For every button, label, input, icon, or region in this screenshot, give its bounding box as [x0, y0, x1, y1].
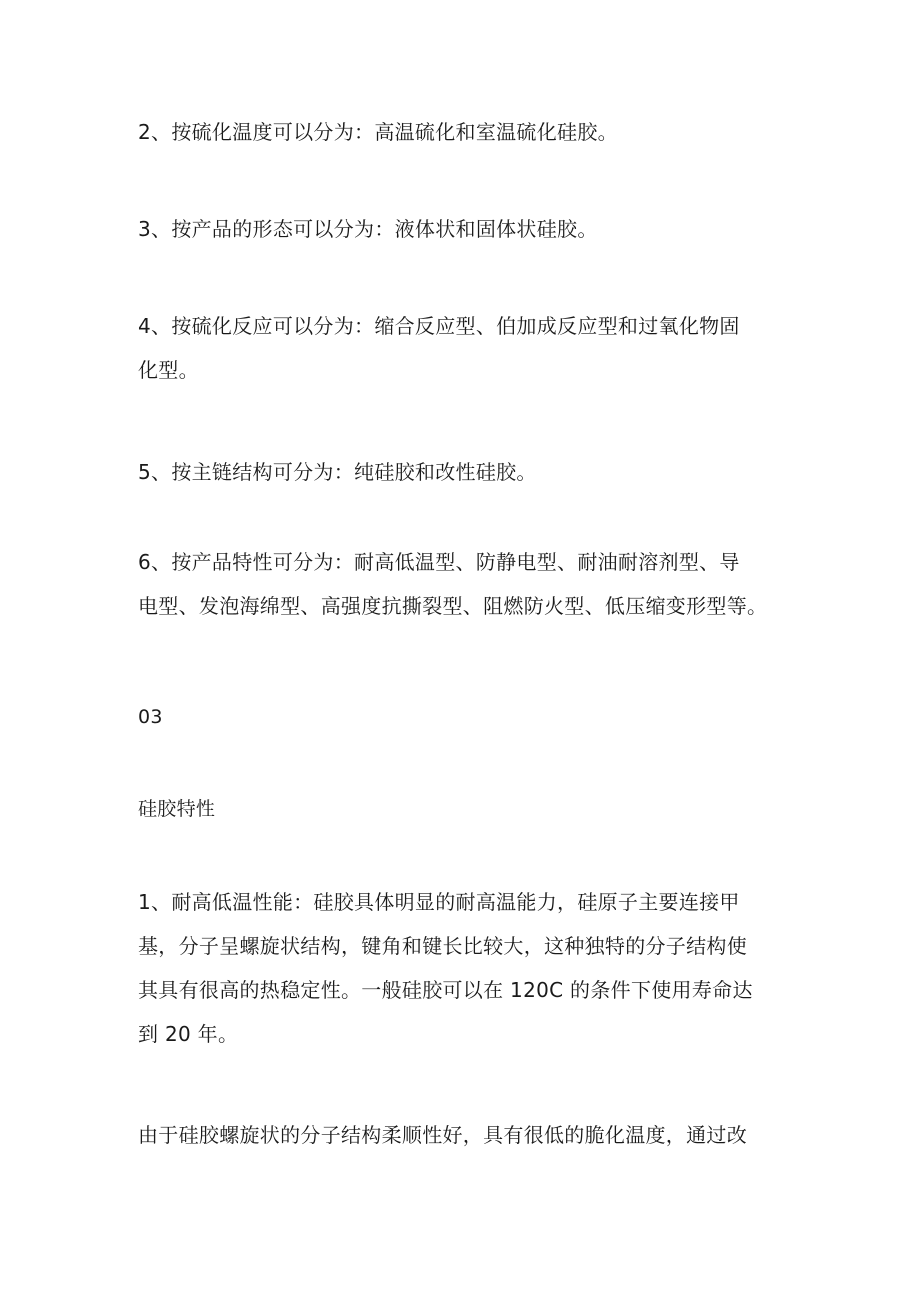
- text-line: 3、按产品的形态可以分为：液体状和固体状硅胶。: [138, 217, 598, 241]
- text-line: 03: [138, 706, 163, 728]
- paragraph-classification-product-form: [138, 207, 788, 251]
- paragraph-classification-reaction: [138, 304, 788, 392]
- text-line: 电型、发泡海绵型、高强度抗撕裂型、阻燃防火型、低压缩变形型等。: [138, 594, 768, 618]
- text-line: 化型。: [138, 358, 199, 382]
- text-line: 6、按产品特性可分为：耐高低温型、防静电型、耐油耐溶剂型、导: [138, 550, 740, 574]
- text-line: 5、按主链结构可分为：纯硅胶和改性硅胶。: [138, 460, 537, 484]
- paragraph-classification-characteristics: [138, 540, 788, 628]
- paragraph-molecular-structure: [138, 1113, 788, 1157]
- text-line: 1、耐高低温性能：硅胶具体明显的耐高温能力，硅原子主要连接甲: [138, 890, 740, 914]
- text-line: 到 20 年。: [138, 1022, 239, 1046]
- text-line: 硅胶特性: [138, 798, 216, 820]
- paragraph-classification-vulcanization-temperature: [138, 110, 788, 154]
- paragraph-temperature-resistance: [138, 880, 788, 1056]
- text-line: 4、按硫化反应可以分为：缩合反应型、伯加成反应型和过氧化物固: [138, 314, 740, 338]
- paragraph-classification-main-chain: [138, 450, 788, 494]
- text-line: 2、按硫化温度可以分为：高温硫化和室温硫化硅胶。: [138, 120, 618, 144]
- text-line: 其具有很高的热稳定性。一般硅胶可以在 120C 的条件下使用寿命达: [138, 978, 753, 1002]
- section-heading: [138, 787, 788, 831]
- text-line: 由于硅胶螺旋状的分子结构柔顺性好，具有很低的脆化温度，通过改: [138, 1123, 747, 1147]
- section-number: [138, 695, 788, 739]
- text-line: 基，分子呈螺旋状结构，键角和键长比较大，这种独特的分子结构使: [138, 934, 747, 958]
